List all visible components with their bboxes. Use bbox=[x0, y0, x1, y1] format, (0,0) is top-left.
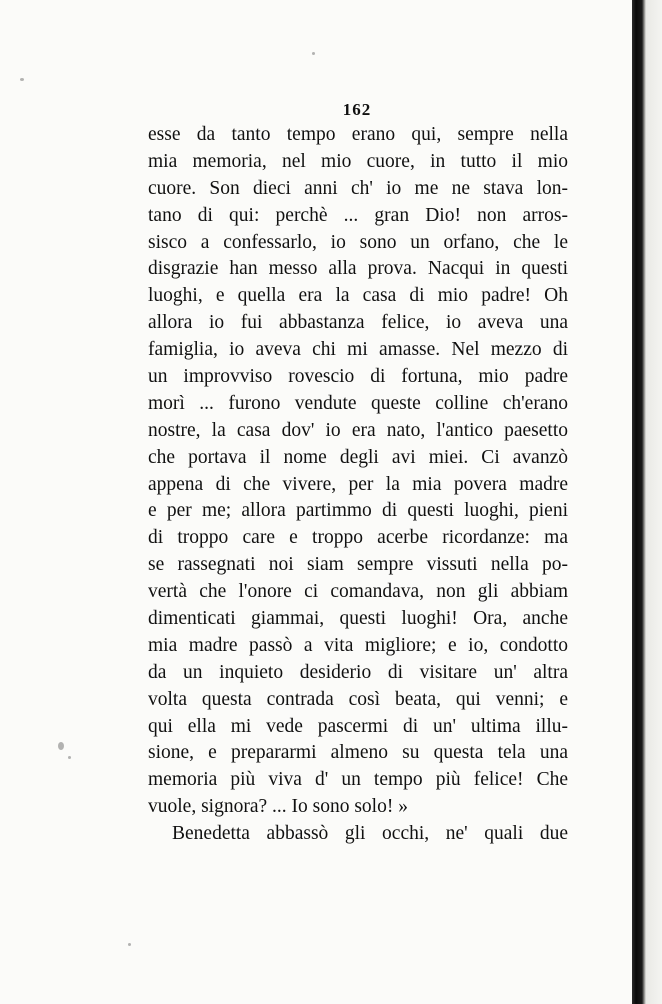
text-line: volta questa contrada così beata, qui venni; e bbox=[148, 688, 568, 710]
text-line: sione, e prepararmi almeno su questa tela una bbox=[148, 742, 568, 764]
text-line: dimenticati giammai, questi luoghi! Ora, anche bbox=[148, 608, 568, 630]
binding-edge bbox=[632, 0, 662, 1004]
scan-speck bbox=[20, 78, 24, 81]
scan-speck bbox=[312, 52, 315, 55]
text-line: memoria più viva d' un tempo più felice! Che bbox=[148, 769, 568, 791]
text-line: allora io fui abbastanza felice, io aveva una bbox=[148, 312, 568, 334]
text-line: famiglia, io aveva chi mi amasse. Nel mezzo di bbox=[148, 339, 568, 361]
scan-speck bbox=[128, 943, 131, 946]
text-line: tano di qui: perchè ... gran Dio! non arros- bbox=[148, 204, 568, 226]
text-line: sisco a confessarlo, io sono un orfano, che le bbox=[148, 231, 568, 253]
text-line: qui ella mi vede pascermi di un' ultima illu- bbox=[148, 715, 568, 737]
scan-speck bbox=[68, 756, 71, 759]
scan-speck bbox=[58, 742, 64, 750]
text-line: mia madre passò a vita migliore; e io, condotto bbox=[148, 634, 568, 656]
text-line: disgrazie han messo alla prova. Nacqui in questi bbox=[148, 258, 568, 280]
text-line: vertà che l'onore ci comandava, non gli abbiam bbox=[148, 581, 568, 603]
text-line: da un inquieto desiderio di visitare un' altra bbox=[148, 661, 568, 683]
text-line: un improvviso rovescio di fortuna, mio padre bbox=[148, 366, 568, 388]
text-line: cuore. Son dieci anni ch' io me ne stava lon- bbox=[148, 177, 568, 199]
page-number: 162 bbox=[342, 100, 372, 119]
text-line: esse da tanto tempo erano qui, sempre nella bbox=[148, 124, 568, 145]
text-line: che portava il nome degli avi miei. Ci avanzò bbox=[148, 446, 568, 468]
text-line: morì ... furono vendute queste colline ch'erano bbox=[148, 392, 568, 414]
body-text bbox=[148, 122, 568, 848]
text-line: e per me; allora partimmo di questi luoghi, pieni bbox=[148, 500, 568, 522]
text-line: mia memoria, nel mio cuore, in tutto il mio bbox=[148, 150, 568, 172]
text-line: di troppo care e troppo acerbe ricordanze: ma bbox=[148, 527, 568, 549]
text-line: se rassegnati noi siam sempre vissuti nella po- bbox=[148, 554, 568, 576]
text-line: vuole, signora? ... Io sono solo! » bbox=[148, 796, 408, 818]
text-line: nostre, la casa dov' io era nato, l'antico paesetto bbox=[148, 419, 568, 441]
text-line: luoghi, e quella era la casa di mio padre! Oh bbox=[148, 285, 568, 307]
text-line: Benedetta abbassò gli occhi, ne' quali due bbox=[172, 823, 568, 845]
text-line: appena di che vivere, per la mia povera madre bbox=[148, 473, 568, 495]
